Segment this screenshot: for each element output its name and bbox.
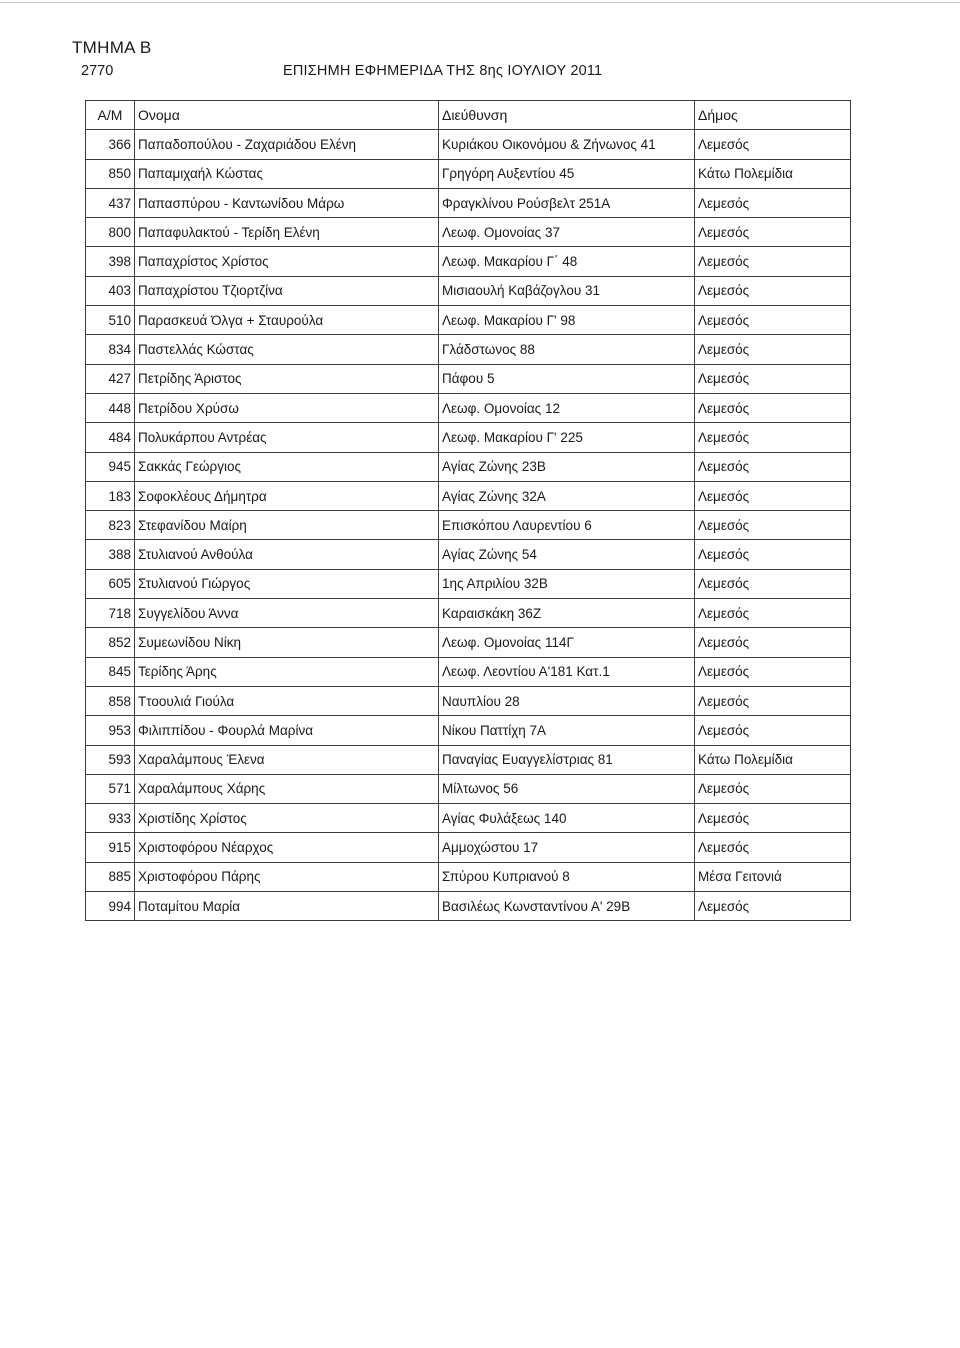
cell-address: Λεωφ. Μακαρίου Γ' 98 xyxy=(439,306,695,335)
cell-address: 1ης Απριλίου 32Β xyxy=(439,569,695,598)
top-scan-rule xyxy=(0,2,960,3)
table-row xyxy=(86,716,851,745)
cell-name: Χριστοφόρου Πάρης xyxy=(135,862,439,891)
table-row xyxy=(86,862,851,891)
cell-municipality: Λεμεσός xyxy=(695,804,851,833)
table-row xyxy=(86,745,851,774)
cell-address: Γρηγόρη Αυξεντίου 45 xyxy=(439,159,695,188)
cell-name: Συγγελίδου Άννα xyxy=(135,599,439,628)
cell-address: Αγίας Φυλάξεως 140 xyxy=(439,804,695,833)
cell-am: 994 xyxy=(86,892,135,921)
cell-municipality: Λεμεσός xyxy=(695,306,851,335)
cell-am: 823 xyxy=(86,511,135,540)
cell-name: Παπαφυλακτού - Τερίδη Ελένη xyxy=(135,218,439,247)
cell-am: 427 xyxy=(86,364,135,393)
cell-address: Νίκου Παττίχη 7Α xyxy=(439,716,695,745)
cell-am: 945 xyxy=(86,452,135,481)
cell-municipality: Κάτω Πολεμίδια xyxy=(695,745,851,774)
cell-municipality: Λεμεσός xyxy=(695,892,851,921)
cell-am: 933 xyxy=(86,804,135,833)
cell-municipality: Λεμεσός xyxy=(695,335,851,364)
cell-am: 852 xyxy=(86,628,135,657)
cell-address: Ναυπλίου 28 xyxy=(439,686,695,715)
cell-municipality: Κάτω Πολεμίδια xyxy=(695,159,851,188)
cell-am: 885 xyxy=(86,862,135,891)
cell-am: 593 xyxy=(86,745,135,774)
column-header-address: Διεύθυνση xyxy=(439,101,695,130)
cell-name: Ττοουλιά Γιούλα xyxy=(135,686,439,715)
cell-am: 183 xyxy=(86,481,135,510)
cell-name: Ποταμίτου Μαρία xyxy=(135,892,439,921)
cell-am: 858 xyxy=(86,686,135,715)
cell-am: 366 xyxy=(86,130,135,159)
cell-am: 953 xyxy=(86,716,135,745)
cell-name: Τερίδης Άρης xyxy=(135,657,439,686)
cell-name: Χριστοφόρου Νέαρχος xyxy=(135,833,439,862)
cell-municipality: Λεμεσός xyxy=(695,276,851,305)
table-row xyxy=(86,481,851,510)
table-row xyxy=(86,364,851,393)
cell-municipality: Λεμεσός xyxy=(695,188,851,217)
table-row xyxy=(86,511,851,540)
cell-name: Συμεωνίδου Νίκη xyxy=(135,628,439,657)
cell-municipality: Λεμεσός xyxy=(695,774,851,803)
cell-address: Λεωφ. Ομονοίας 37 xyxy=(439,218,695,247)
cell-address: Αγίας Ζώνης 32Α xyxy=(439,481,695,510)
cell-am: 388 xyxy=(86,540,135,569)
cell-name: Στυλιανού Ανθούλα xyxy=(135,540,439,569)
cell-name: Χαραλάμπους Έλενα xyxy=(135,745,439,774)
cell-name: Χαραλάμπους Χάρης xyxy=(135,774,439,803)
cell-am: 834 xyxy=(86,335,135,364)
cell-am: 437 xyxy=(86,188,135,217)
cell-name: Χριστίδης Χρίστος xyxy=(135,804,439,833)
cell-name: Παπαχρίστου Τζιορτζίνα xyxy=(135,276,439,305)
cell-municipality: Λεμεσός xyxy=(695,218,851,247)
cell-am: 845 xyxy=(86,657,135,686)
table-body xyxy=(86,130,851,921)
table-row xyxy=(86,452,851,481)
cell-municipality: Μέσα Γειτονιά xyxy=(695,862,851,891)
table-row xyxy=(86,393,851,422)
cell-address: Αγίας Ζώνης 54 xyxy=(439,540,695,569)
cell-municipality: Λεμεσός xyxy=(695,423,851,452)
column-header-am: Α/Μ xyxy=(86,101,135,130)
cell-municipality: Λεμεσός xyxy=(695,130,851,159)
cell-name: Σοφοκλέους Δήμητρα xyxy=(135,481,439,510)
cell-address: Λεωφ. Ομονοίας 114Γ xyxy=(439,628,695,657)
cell-address: Επισκόπου Λαυρεντίου 6 xyxy=(439,511,695,540)
cell-municipality: Λεμεσός xyxy=(695,833,851,862)
table-header-row xyxy=(86,101,851,130)
table-row xyxy=(86,306,851,335)
cell-municipality: Λεμεσός xyxy=(695,540,851,569)
cell-address: Φραγκλίνου Ρούσβελτ 251Α xyxy=(439,188,695,217)
table-row xyxy=(86,628,851,657)
cell-am: 403 xyxy=(86,276,135,305)
table-row xyxy=(86,540,851,569)
cell-address: Σπύρου Κυπριανού 8 xyxy=(439,862,695,891)
cell-am: 484 xyxy=(86,423,135,452)
cell-name: Πολυκάρπου Αντρέας xyxy=(135,423,439,452)
cell-am: 571 xyxy=(86,774,135,803)
cell-address: Λεωφ. Μακαρίου Γ΄ 48 xyxy=(439,247,695,276)
cell-municipality: Λεμεσός xyxy=(695,569,851,598)
table-row xyxy=(86,657,851,686)
cell-municipality: Λεμεσός xyxy=(695,481,851,510)
table-row xyxy=(86,833,851,862)
cell-address: Αγίας Ζώνης 23Β xyxy=(439,452,695,481)
table-row xyxy=(86,804,851,833)
table-row xyxy=(86,247,851,276)
cell-name: Παστελλάς Κώστας xyxy=(135,335,439,364)
cell-name: Σακκάς Γεώργιος xyxy=(135,452,439,481)
cell-municipality: Λεμεσός xyxy=(695,716,851,745)
registry-table xyxy=(85,100,851,921)
cell-name: Φιλιππίδου - Φουρλά Μαρίνα xyxy=(135,716,439,745)
cell-name: Στυλιανού Γιώργος xyxy=(135,569,439,598)
table-row xyxy=(86,774,851,803)
cell-municipality: Λεμεσός xyxy=(695,599,851,628)
cell-am: 800 xyxy=(86,218,135,247)
table-row xyxy=(86,188,851,217)
cell-am: 510 xyxy=(86,306,135,335)
cell-municipality: Λεμεσός xyxy=(695,686,851,715)
cell-am: 850 xyxy=(86,159,135,188)
cell-address: Πάφου 5 xyxy=(439,364,695,393)
cell-am: 718 xyxy=(86,599,135,628)
cell-address: Μίλτωνος 56 xyxy=(439,774,695,803)
cell-name: Παπαδοπούλου - Ζαχαριάδου Ελένη xyxy=(135,130,439,159)
cell-name: Παπασπύρου - Καντωνίδου Μάρω xyxy=(135,188,439,217)
cell-address: Γλάδστωνος 88 xyxy=(439,335,695,364)
table-row xyxy=(86,892,851,921)
cell-address: Κυριάκου Οικονόμου & Ζήνωνος 41 xyxy=(439,130,695,159)
cell-name: Πετρίδου Χρύσω xyxy=(135,393,439,422)
cell-name: Παπαμιχαήλ Κώστας xyxy=(135,159,439,188)
cell-name: Πετρίδης Άριστος xyxy=(135,364,439,393)
cell-address: Μισιαουλή Καβάζογλου 31 xyxy=(439,276,695,305)
table-row xyxy=(86,423,851,452)
cell-address: Καραισκάκη 36Ζ xyxy=(439,599,695,628)
table-row xyxy=(86,686,851,715)
table-row xyxy=(86,159,851,188)
table-row xyxy=(86,218,851,247)
column-header-municipality: Δήμος xyxy=(695,101,851,130)
cell-am: 915 xyxy=(86,833,135,862)
cell-address: Αμμοχώστου 17 xyxy=(439,833,695,862)
cell-name: Στεφανίδου Μαίρη xyxy=(135,511,439,540)
cell-name: Παρασκευά Όλγα + Σταυρούλα xyxy=(135,306,439,335)
table-row xyxy=(86,335,851,364)
table-row xyxy=(86,276,851,305)
cell-municipality: Λεμεσός xyxy=(695,511,851,540)
cell-address: Λεωφ. Λεοντίου Α'181 Κατ.1 xyxy=(439,657,695,686)
cell-am: 398 xyxy=(86,247,135,276)
table-row xyxy=(86,130,851,159)
cell-address: Παναγίας Ευαγγελίστριας 81 xyxy=(439,745,695,774)
gazette-title: ΕΠΙΣΗΜΗ ΕΦΗΜΕΡΙΔΑ ΤΗΣ 8ης ΙΟΥΛΙΟΥ 2011 xyxy=(283,63,603,79)
page-number: 2770 xyxy=(81,63,114,79)
cell-name: Παπαχρίστος Χρίστος xyxy=(135,247,439,276)
cell-municipality: Λεμεσός xyxy=(695,364,851,393)
table-row xyxy=(86,569,851,598)
cell-municipality: Λεμεσός xyxy=(695,657,851,686)
cell-am: 448 xyxy=(86,393,135,422)
cell-am: 605 xyxy=(86,569,135,598)
cell-municipality: Λεμεσός xyxy=(695,452,851,481)
cell-municipality: Λεμεσός xyxy=(695,247,851,276)
cell-municipality: Λεμεσός xyxy=(695,628,851,657)
cell-address: Λεωφ. Μακαρίου Γ' 225 xyxy=(439,423,695,452)
table-row xyxy=(86,599,851,628)
cell-address: Λεωφ. Ομονοίας 12 xyxy=(439,393,695,422)
cell-address: Βασιλέως Κωνσταντίνου Α' 29Β xyxy=(439,892,695,921)
section-title: ΤΜΗΜΑ Β xyxy=(72,38,152,57)
column-header-name: Ονομα xyxy=(135,101,439,130)
cell-municipality: Λεμεσός xyxy=(695,393,851,422)
